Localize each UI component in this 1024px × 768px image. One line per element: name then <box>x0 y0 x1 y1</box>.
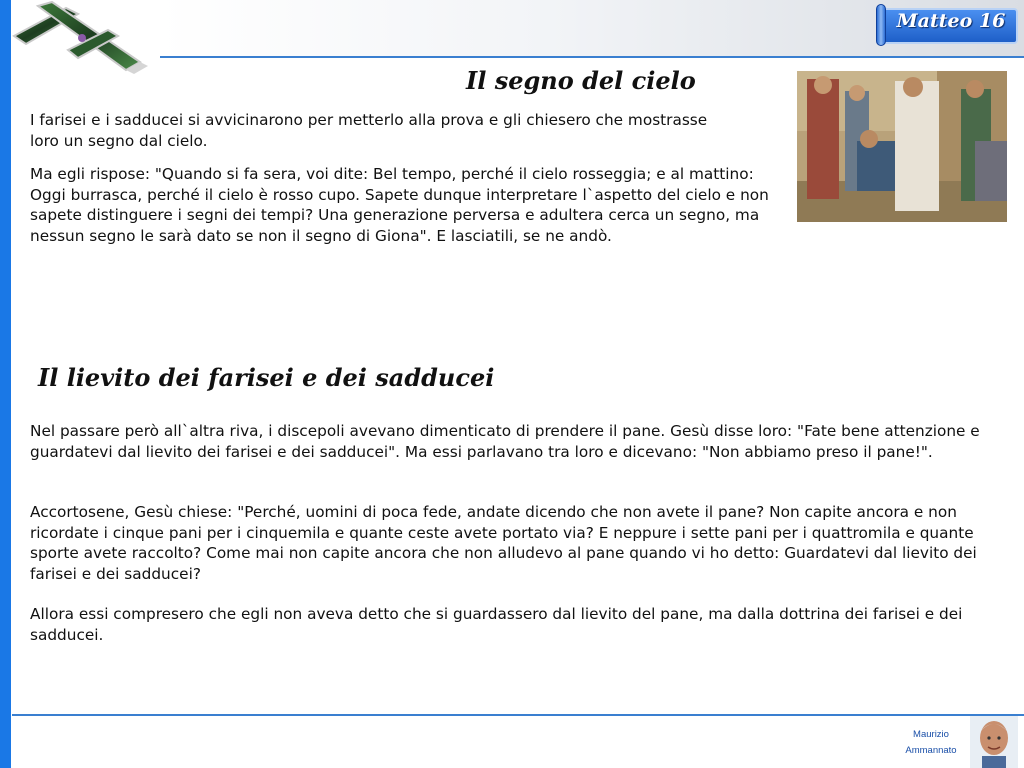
chapter-badge <box>876 4 1020 46</box>
author-photo <box>970 716 1018 768</box>
section-title-leaven: Il lievito dei farisei e dei sadducei <box>38 363 495 392</box>
paragraph: I farisei e i sadducei si avvicinarono per metterlo alla prova e gli chiesero che mostrasse loro un segno dal cielo. <box>30 111 708 150</box>
author-first-name: Maurizio <box>913 729 949 740</box>
scroll-roll-icon <box>876 4 886 46</box>
chapter-title: Matteo 16 <box>896 10 1006 32</box>
paragraph: Allora essi compresero che egli non aveva detto che si guardassero dal lievito del pane, ma dalla dottrina dei farisei e dei sadducei. <box>30 605 963 644</box>
author-credit <box>890 727 972 759</box>
cross-logo-icon <box>8 0 156 76</box>
jesus-healing-painting <box>797 71 1007 222</box>
paragraph: Ma egli rispose: "Quando si fa sera, voi dite: Bel tempo, perché il cielo rosseggia; e al mattino: Oggi burrasca, perché il cielo è rosso cupo. Sapete dunque interpretare l`aspetto del cielo e non sapete distinguere i segni dei tempi? Una generazione perversa e adultera cerca un segno, ma nessun segno le sarà dato se non il segno di Giona". E lasciatili, se ne andò. <box>30 165 769 245</box>
header-divider <box>160 56 1024 58</box>
section-title-sign: Il segno del cielo <box>466 66 696 95</box>
footer-divider <box>12 714 1024 716</box>
left-accent-bar <box>0 0 11 768</box>
author-last-name: Ammannato <box>905 745 957 756</box>
paragraph: Nel passare però all`altra riva, i discepoli avevano dimenticato di prendere il pane. Gesù disse loro: "Fate bene attenzione e guardatevi dal lievito dei farisei e dei sadducei". Ma essi parlavano tra loro e dicevano: "Non abbiamo preso il pane!". <box>30 422 980 461</box>
paragraph: Accortosene, Gesù chiese: "Perché, uomini di poca fede, andate dicendo che non avete il pane? Non capite ancora e non ricordate i cinque pani per i cinquemila e quante ceste avete portato via? E neppure i sette pani per i quattromila e quante sporte avete raccolto? Come mai non capite ancora che non alludevo al pane quando vi ho detto: Guardatevi dal lievito dei farisei e dei sadducei? <box>30 503 977 583</box>
